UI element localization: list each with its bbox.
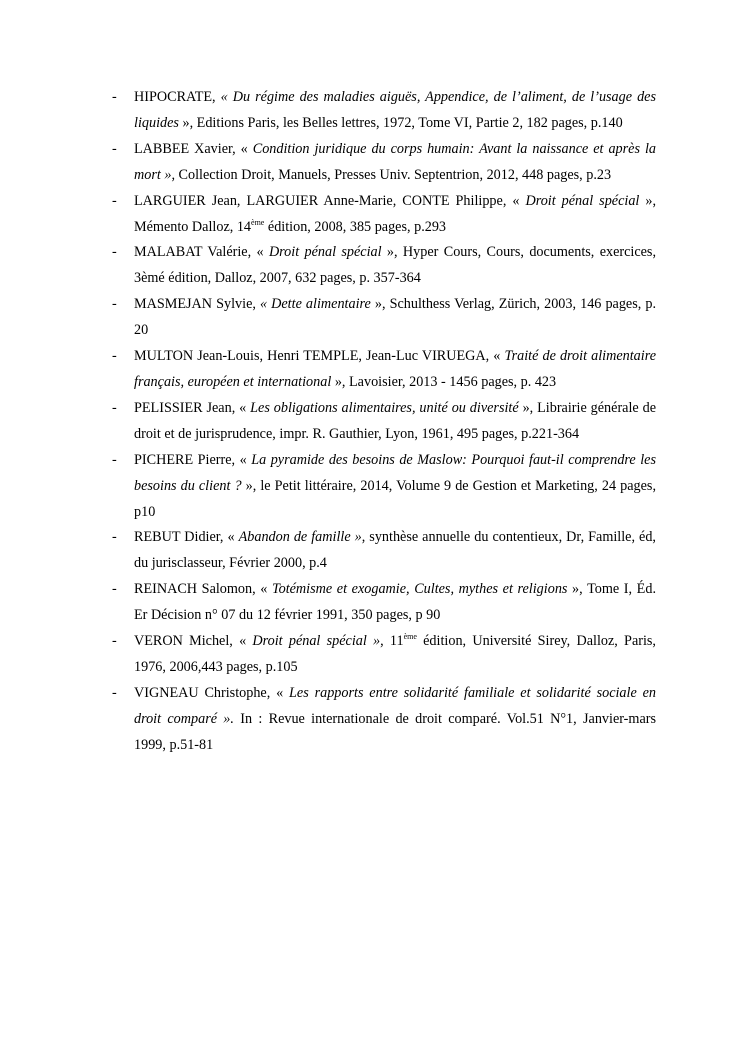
entry-title: Droit pénal spécial » <box>252 633 381 650</box>
entry-authors: VIGNEAU Christophe, « <box>134 684 290 701</box>
bibliography-list <box>112 85 656 759</box>
bibliography-entry <box>112 292 656 344</box>
bullet-dash: - <box>112 451 117 468</box>
bullet-dash: - <box>112 192 117 209</box>
entry-publication: , 11 <box>380 633 404 650</box>
entry-publication-rest: édition, Université Sirey, Dalloz, Paris, 1976, 2006,443 pages, p.105 <box>134 633 656 675</box>
entry-authors: PELISSIER Jean, « <box>134 399 251 416</box>
entry-publication: », le Petit littéraire, 2014, Volume 9 de Gestion et Marketing, 24 pages, p10 <box>134 477 656 520</box>
entry-publication: », Librairie générale de droit et de jurisprudence, impr. R. Gauthier, Lyon, 1961, 495 pages, p.221-364 <box>134 399 657 442</box>
entry-publication-rest: édition, 2008, 385 pages, p.293 <box>264 218 447 235</box>
entry-authors: LARGUIER Jean, LARGUIER Anne-Marie, CONTE Philippe, « <box>134 192 526 209</box>
entry-title: Droit pénal spécial <box>525 192 640 209</box>
bibliography-entry <box>112 344 656 396</box>
bibliography-entry <box>112 85 656 137</box>
bullet-dash: - <box>112 348 117 365</box>
entry-title: Totémisme et exogamie, Cultes, mythes et religions <box>272 581 568 598</box>
bullet-dash: - <box>112 684 117 701</box>
bibliography-entry <box>112 137 656 189</box>
entry-authors: LABBEE Xavier, « <box>134 140 253 157</box>
entry-title: Abandon de famille » <box>238 529 362 546</box>
edition-superscript: ème <box>403 632 417 642</box>
entry-title: « Dette alimentaire <box>259 296 371 313</box>
bibliography-entry <box>112 577 656 629</box>
entry-authors: MULTON Jean-Louis, Henri TEMPLE, Jean-Luc VIRUEGA, « <box>134 348 505 365</box>
entry-title: Condition juridique du corps humain: Avant la naissance et après la mort », <box>134 140 656 183</box>
entry-publication: », Tome I, Éd. Er Décision n° 07 du 12 février 1991, 350 pages, p 90 <box>134 581 656 624</box>
entry-authors: MALABAT Valérie, « <box>134 244 269 261</box>
bullet-dash: - <box>112 633 117 650</box>
entry-publication: », Schulthess Verlag, Zürich, 2003, 146 pages, p. 20 <box>134 296 656 339</box>
edition-superscript: ème <box>251 217 265 227</box>
entry-title: Les rapports entre solidarité familiale et solidarité sociale en droit comparé ». <box>134 684 656 727</box>
bullet-dash: - <box>112 529 117 546</box>
entry-authors: REBUT Didier, « <box>134 529 239 546</box>
entry-title: « Du régime des maladies aiguës, Appendice, de l’aliment, de l’usage des liquides <box>134 89 656 131</box>
entry-authors: MASMEJAN Sylvie, <box>134 296 260 313</box>
bullet-dash: - <box>112 89 117 105</box>
entry-publication: », Mémento Dalloz, 14 <box>134 192 656 235</box>
entry-title: Droit pénal spécial <box>268 244 382 261</box>
entry-authors: PICHERE Pierre, « <box>134 451 252 468</box>
entry-authors: HIPOCRATE, <box>134 89 221 105</box>
entry-publication: », Editions Paris, les Belles lettres, 1972, Tome VI, Partie 2, 182 pages, p.140 <box>178 114 623 131</box>
entry-title: La pyramide des besoins de Maslow: Pourquoi faut-il comprendre les besoins du client ? <box>134 451 656 494</box>
bullet-dash: - <box>112 244 117 261</box>
bibliography-entry <box>112 629 656 681</box>
entry-authors: VERON Michel, « <box>134 633 253 650</box>
entry-authors: REINACH Salomon, « <box>134 581 273 598</box>
bibliography-entry <box>112 681 656 759</box>
entry-publication: », Lavoisier, 2013 - 1456 pages, p. 423 <box>331 373 557 390</box>
bullet-dash: - <box>112 581 117 598</box>
bibliography-entry <box>112 525 656 577</box>
bibliography-entry <box>112 448 656 526</box>
entry-publication: In : Revue internationale de droit comparé. Vol.51 N°1, Janvier-mars 1999, p.51-81 <box>134 710 656 753</box>
entry-title: Traité de droit alimentaire français, européen et international <box>134 348 656 390</box>
bibliography-entry <box>112 240 656 292</box>
entry-publication: Collection Droit, Manuels, Presses Univ. Septentrion, 2012, 448 pages, p.23 <box>175 166 612 183</box>
bullet-dash: - <box>112 296 117 313</box>
bullet-dash: - <box>112 140 117 157</box>
bibliography-entry <box>112 396 656 448</box>
bibliography-entry <box>112 189 656 241</box>
entry-publication: », Hyper Cours, Cours, documents, exercices, 3èmé édition, Dalloz, 2007, 632 pages, p. 357-364 <box>134 244 657 287</box>
entry-title: Les obligations alimentaires, unité ou diversité <box>250 399 519 416</box>
bullet-dash: - <box>112 399 117 416</box>
entry-publication: , synthèse annuelle du contentieux, Dr, Famille, éd, du jurisclasseur, Février 2000, p.4 <box>134 529 656 572</box>
